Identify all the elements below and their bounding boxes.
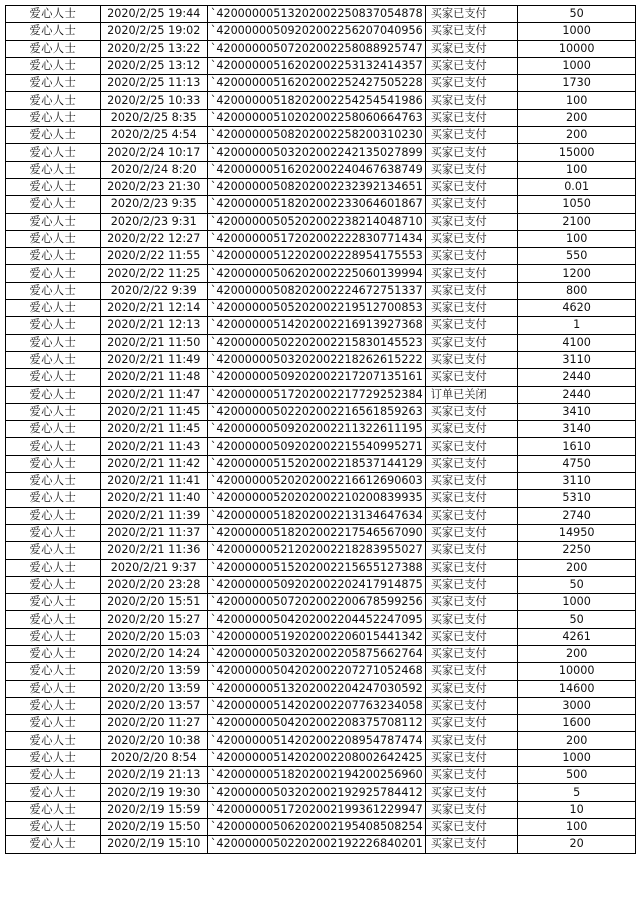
donor-name-cell: 爱心人士: [6, 507, 101, 524]
order-number-cell: `42000000518202002213134647634: [207, 507, 425, 524]
payment-status-cell: 买家已支付: [425, 628, 518, 645]
donor-name-cell: 爱心人士: [6, 524, 101, 541]
table-row: [6, 576, 636, 593]
order-number-cell: `42000000514202002216913927368: [207, 317, 425, 334]
payment-time-cell: 2020/2/24 8:20: [100, 161, 207, 178]
order-number-cell: `42000000519202002206015441342: [207, 628, 425, 645]
table-row: [6, 559, 636, 576]
amount-cell: 4261: [518, 628, 636, 645]
payment-time-cell: 2020/2/20 23:28: [100, 576, 207, 593]
payment-time-cell: 2020/2/20 15:27: [100, 611, 207, 628]
donor-name-cell: 爱心人士: [6, 490, 101, 507]
amount-cell: 50: [518, 6, 636, 23]
amount-cell: 500: [518, 767, 636, 784]
amount-cell: 2250: [518, 542, 636, 559]
payment-time-cell: 2020/2/22 11:55: [100, 248, 207, 265]
payment-time-cell: 2020/2/25 11:13: [100, 75, 207, 92]
amount-cell: 0.01: [518, 178, 636, 195]
table-row: [6, 265, 636, 282]
order-number-cell: `42000000518202002217546567090: [207, 524, 425, 541]
payment-time-cell: 2020/2/24 10:17: [100, 144, 207, 161]
order-number-cell: `42000000518202002194200256960: [207, 767, 425, 784]
donor-name-cell: 爱心人士: [6, 57, 101, 74]
payment-status-cell: 买家已支付: [425, 697, 518, 714]
table-row: [6, 697, 636, 714]
payment-time-cell: 2020/2/25 13:12: [100, 57, 207, 74]
payment-time-cell: 2020/2/25 10:33: [100, 92, 207, 109]
payment-time-cell: 2020/2/21 11:48: [100, 369, 207, 386]
payment-time-cell: 2020/2/23 9:35: [100, 196, 207, 213]
table-row: [6, 144, 636, 161]
payment-status-cell: 买家已支付: [425, 196, 518, 213]
amount-cell: 1050: [518, 196, 636, 213]
table-row: [6, 715, 636, 732]
payment-time-cell: 2020/2/23 21:30: [100, 178, 207, 195]
order-number-cell: `42000000504202002208375708112: [207, 715, 425, 732]
amount-cell: 14950: [518, 524, 636, 541]
table-row: [6, 196, 636, 213]
payment-status-cell: 买家已支付: [425, 248, 518, 265]
payment-status-cell: 买家已支付: [425, 715, 518, 732]
order-number-cell: `42000000512202002228954175553: [207, 248, 425, 265]
amount-cell: 1000: [518, 594, 636, 611]
donor-name-cell: 爱心人士: [6, 801, 101, 818]
order-number-cell: `42000000507202002258088925747: [207, 40, 425, 57]
amount-cell: 4100: [518, 334, 636, 351]
payment-status-cell: 买家已支付: [425, 403, 518, 420]
order-number-cell: `42000000505202002238214048710: [207, 213, 425, 230]
order-number-cell: `42000000509202002211322611195: [207, 421, 425, 438]
payment-status-cell: 买家已支付: [425, 732, 518, 749]
donor-name-cell: 爱心人士: [6, 680, 101, 697]
amount-cell: 100: [518, 230, 636, 247]
amount-cell: 4620: [518, 300, 636, 317]
payment-status-cell: 买家已支付: [425, 438, 518, 455]
payment-status-cell: 买家已支付: [425, 801, 518, 818]
donor-name-cell: 爱心人士: [6, 403, 101, 420]
donor-name-cell: 爱心人士: [6, 818, 101, 835]
amount-cell: 1610: [518, 438, 636, 455]
order-number-cell: `42000000516202002252427505228: [207, 75, 425, 92]
payment-time-cell: 2020/2/23 9:31: [100, 213, 207, 230]
table-row: [6, 421, 636, 438]
amount-cell: 1000: [518, 57, 636, 74]
table-row: [6, 282, 636, 299]
amount-cell: 3140: [518, 421, 636, 438]
amount-cell: 200: [518, 559, 636, 576]
payment-time-cell: 2020/2/20 8:54: [100, 749, 207, 766]
payment-status-cell: 买家已支付: [425, 559, 518, 576]
payment-time-cell: 2020/2/21 12:14: [100, 300, 207, 317]
order-number-cell: `42000000513202002204247030592: [207, 680, 425, 697]
table-row: [6, 178, 636, 195]
payment-status-cell: 买家已支付: [425, 40, 518, 57]
payment-status-cell: 买家已支付: [425, 109, 518, 126]
donor-name-cell: 爱心人士: [6, 6, 101, 23]
order-number-cell: `42000000506202002195408508254: [207, 818, 425, 835]
donor-name-cell: 爱心人士: [6, 265, 101, 282]
order-number-cell: `42000000514202002208002642425: [207, 749, 425, 766]
amount-cell: 3000: [518, 697, 636, 714]
order-number-cell: `42000000503202002192925784412: [207, 784, 425, 801]
donor-name-cell: 爱心人士: [6, 23, 101, 40]
table-row: [6, 300, 636, 317]
payment-time-cell: 2020/2/20 14:24: [100, 645, 207, 662]
payment-status-cell: 买家已支付: [425, 57, 518, 74]
donor-name-cell: 爱心人士: [6, 473, 101, 490]
donor-name-cell: 爱心人士: [6, 611, 101, 628]
order-number-cell: `42000000502202002215830145523: [207, 334, 425, 351]
donor-name-cell: 爱心人士: [6, 386, 101, 403]
order-number-cell: `42000000507202002200678599256: [207, 594, 425, 611]
donor-name-cell: 爱心人士: [6, 248, 101, 265]
donor-name-cell: 爱心人士: [6, 351, 101, 368]
order-number-cell: `42000000513202002250837054878: [207, 6, 425, 23]
table-row: [6, 628, 636, 645]
payment-status-cell: 买家已支付: [425, 6, 518, 23]
table-row: [6, 507, 636, 524]
donor-name-cell: 爱心人士: [6, 40, 101, 57]
order-number-cell: `42000000502202002216561859263: [207, 403, 425, 420]
donor-name-cell: 爱心人士: [6, 594, 101, 611]
payment-time-cell: 2020/2/20 15:51: [100, 594, 207, 611]
table-row: [6, 230, 636, 247]
order-number-cell: `42000000509202002215540995271: [207, 438, 425, 455]
donation-table: [5, 5, 636, 854]
amount-cell: 100: [518, 161, 636, 178]
payment-time-cell: 2020/2/21 11:43: [100, 438, 207, 455]
order-number-cell: `42000000504202002207271052468: [207, 663, 425, 680]
payment-status-cell: 买家已支付: [425, 490, 518, 507]
table-row: [6, 23, 636, 40]
amount-cell: 1000: [518, 749, 636, 766]
amount-cell: 10000: [518, 40, 636, 57]
payment-time-cell: 2020/2/21 11:39: [100, 507, 207, 524]
amount-cell: 2100: [518, 213, 636, 230]
order-number-cell: `42000000515202002218537144129: [207, 455, 425, 472]
payment-time-cell: 2020/2/20 13:59: [100, 663, 207, 680]
table-row: [6, 836, 636, 853]
payment-time-cell: 2020/2/19 15:59: [100, 801, 207, 818]
payment-status-cell: 买家已支付: [425, 127, 518, 144]
amount-cell: 20: [518, 836, 636, 853]
order-number-cell: `42000000516202002240467638749: [207, 161, 425, 178]
donor-name-cell: 爱心人士: [6, 144, 101, 161]
payment-time-cell: 2020/2/25 19:02: [100, 23, 207, 40]
payment-status-cell: 买家已支付: [425, 576, 518, 593]
payment-status-cell: 买家已支付: [425, 265, 518, 282]
amount-cell: 50: [518, 611, 636, 628]
table-row: [6, 438, 636, 455]
payment-time-cell: 2020/2/21 12:13: [100, 317, 207, 334]
table-row: [6, 351, 636, 368]
payment-status-cell: 买家已支付: [425, 611, 518, 628]
order-number-cell: `42000000508202002232392134651: [207, 178, 425, 195]
payment-time-cell: 2020/2/20 11:27: [100, 715, 207, 732]
donor-name-cell: 爱心人士: [6, 75, 101, 92]
amount-cell: 10000: [518, 663, 636, 680]
amount-cell: 100: [518, 92, 636, 109]
table-row: [6, 369, 636, 386]
table-row: [6, 334, 636, 351]
order-number-cell: `42000000503202002205875662764: [207, 645, 425, 662]
order-number-cell: `42000000514202002207763234058: [207, 697, 425, 714]
donation-table-body: [6, 6, 636, 854]
table-row: [6, 455, 636, 472]
donor-name-cell: 爱心人士: [6, 732, 101, 749]
payment-status-cell: 买家已支付: [425, 749, 518, 766]
payment-time-cell: 2020/2/25 13:22: [100, 40, 207, 57]
amount-cell: 3110: [518, 351, 636, 368]
amount-cell: 3110: [518, 473, 636, 490]
table-row: [6, 680, 636, 697]
amount-cell: 200: [518, 109, 636, 126]
table-row: [6, 317, 636, 334]
payment-status-cell: 买家已支付: [425, 663, 518, 680]
amount-cell: 2740: [518, 507, 636, 524]
amount-cell: 5: [518, 784, 636, 801]
payment-time-cell: 2020/2/20 13:57: [100, 697, 207, 714]
payment-status-cell: 买家已支付: [425, 23, 518, 40]
table-row: [6, 109, 636, 126]
donor-name-cell: 爱心人士: [6, 784, 101, 801]
order-number-cell: `42000000510202002258060664763: [207, 109, 425, 126]
payment-time-cell: 2020/2/19 15:10: [100, 836, 207, 853]
donor-name-cell: 爱心人士: [6, 628, 101, 645]
table-row: [6, 801, 636, 818]
payment-status-cell: 买家已支付: [425, 178, 518, 195]
payment-status-cell: 买家已支付: [425, 594, 518, 611]
order-number-cell: `42000000518202002233064601867: [207, 196, 425, 213]
payment-status-cell: 买家已支付: [425, 507, 518, 524]
donor-name-cell: 爱心人士: [6, 715, 101, 732]
payment-time-cell: 2020/2/25 19:44: [100, 6, 207, 23]
payment-status-cell: 买家已支付: [425, 767, 518, 784]
order-number-cell: `42000000520202002210200839935: [207, 490, 425, 507]
table-row: [6, 473, 636, 490]
donor-name-cell: 爱心人士: [6, 300, 101, 317]
payment-time-cell: 2020/2/21 11:45: [100, 403, 207, 420]
payment-time-cell: 2020/2/21 11:40: [100, 490, 207, 507]
table-row: [6, 213, 636, 230]
payment-time-cell: 2020/2/20 10:38: [100, 732, 207, 749]
amount-cell: 800: [518, 282, 636, 299]
table-row: [6, 767, 636, 784]
payment-time-cell: 2020/2/21 11:49: [100, 351, 207, 368]
payment-status-cell: 买家已支付: [425, 334, 518, 351]
payment-status-cell: 买家已支付: [425, 369, 518, 386]
payment-time-cell: 2020/2/25 4:54: [100, 127, 207, 144]
order-number-cell: `42000000516202002253132414357: [207, 57, 425, 74]
payment-time-cell: 2020/2/21 11:47: [100, 386, 207, 403]
amount-cell: 200: [518, 127, 636, 144]
table-row: [6, 403, 636, 420]
amount-cell: 5310: [518, 490, 636, 507]
order-number-cell: `42000000503202002218262615222: [207, 351, 425, 368]
amount-cell: 10: [518, 801, 636, 818]
donor-name-cell: 爱心人士: [6, 767, 101, 784]
payment-time-cell: 2020/2/20 15:03: [100, 628, 207, 645]
payment-status-cell: 买家已支付: [425, 213, 518, 230]
table-row: [6, 127, 636, 144]
payment-status-cell: 买家已支付: [425, 542, 518, 559]
table-row: [6, 784, 636, 801]
table-row: [6, 75, 636, 92]
payment-time-cell: 2020/2/21 11:50: [100, 334, 207, 351]
amount-cell: 50: [518, 576, 636, 593]
table-row: [6, 524, 636, 541]
donor-name-cell: 爱心人士: [6, 663, 101, 680]
payment-status-cell: 订单已关闭: [425, 386, 518, 403]
order-number-cell: `42000000506202002225060139994: [207, 265, 425, 282]
payment-time-cell: 2020/2/19 19:30: [100, 784, 207, 801]
donor-name-cell: 爱心人士: [6, 334, 101, 351]
donor-name-cell: 爱心人士: [6, 196, 101, 213]
table-row: [6, 818, 636, 835]
amount-cell: 550: [518, 248, 636, 265]
payment-status-cell: 买家已支付: [425, 836, 518, 853]
payment-time-cell: 2020/2/22 11:25: [100, 265, 207, 282]
table-row: [6, 490, 636, 507]
payment-time-cell: 2020/2/19 15:50: [100, 818, 207, 835]
table-row: [6, 40, 636, 57]
donor-name-cell: 爱心人士: [6, 109, 101, 126]
payment-status-cell: 买家已支付: [425, 421, 518, 438]
payment-status-cell: 买家已支付: [425, 455, 518, 472]
amount-cell: 1200: [518, 265, 636, 282]
donor-name-cell: 爱心人士: [6, 645, 101, 662]
order-number-cell: `42000000508202002258200310230: [207, 127, 425, 144]
payment-status-cell: 买家已支付: [425, 75, 518, 92]
payment-status-cell: 买家已支付: [425, 645, 518, 662]
amount-cell: 3410: [518, 403, 636, 420]
order-number-cell: `42000000521202002218283955027: [207, 542, 425, 559]
payment-time-cell: 2020/2/21 11:37: [100, 524, 207, 541]
payment-status-cell: 买家已支付: [425, 351, 518, 368]
donor-name-cell: 爱心人士: [6, 369, 101, 386]
donor-name-cell: 爱心人士: [6, 421, 101, 438]
payment-status-cell: 买家已支付: [425, 680, 518, 697]
donor-name-cell: 爱心人士: [6, 230, 101, 247]
table-row: [6, 386, 636, 403]
table-row: [6, 594, 636, 611]
donor-name-cell: 爱心人士: [6, 92, 101, 109]
order-number-cell: `42000000509202002217207135161: [207, 369, 425, 386]
table-row: [6, 749, 636, 766]
payment-status-cell: 买家已支付: [425, 524, 518, 541]
payment-time-cell: 2020/2/20 13:59: [100, 680, 207, 697]
donor-name-cell: 爱心人士: [6, 282, 101, 299]
payment-time-cell: 2020/2/25 8:35: [100, 109, 207, 126]
order-number-cell: `42000000504202002204452247095: [207, 611, 425, 628]
table-row: [6, 6, 636, 23]
amount-cell: 200: [518, 645, 636, 662]
amount-cell: 2440: [518, 386, 636, 403]
donor-name-cell: 爱心人士: [6, 161, 101, 178]
table-row: [6, 542, 636, 559]
amount-cell: 15000: [518, 144, 636, 161]
order-number-cell: `42000000520202002216612690603: [207, 473, 425, 490]
amount-cell: 2440: [518, 369, 636, 386]
amount-cell: 1600: [518, 715, 636, 732]
amount-cell: 1000: [518, 23, 636, 40]
payment-time-cell: 2020/2/22 9:39: [100, 282, 207, 299]
amount-cell: 1: [518, 317, 636, 334]
donor-name-cell: 爱心人士: [6, 213, 101, 230]
payment-status-cell: 买家已支付: [425, 161, 518, 178]
payment-time-cell: 2020/2/21 11:41: [100, 473, 207, 490]
payment-time-cell: 2020/2/21 9:37: [100, 559, 207, 576]
payment-status-cell: 买家已支付: [425, 282, 518, 299]
table-row: [6, 611, 636, 628]
payment-status-cell: 买家已支付: [425, 230, 518, 247]
order-number-cell: `42000000508202002224672751337: [207, 282, 425, 299]
order-number-cell: `42000000515202002215655127388: [207, 559, 425, 576]
donor-name-cell: 爱心人士: [6, 749, 101, 766]
donor-name-cell: 爱心人士: [6, 697, 101, 714]
amount-cell: 200: [518, 732, 636, 749]
order-number-cell: `42000000505202002219512700853: [207, 300, 425, 317]
donor-name-cell: 爱心人士: [6, 178, 101, 195]
order-number-cell: `42000000509202002202417914875: [207, 576, 425, 593]
table-row: [6, 57, 636, 74]
order-number-cell: `42000000503202002242135027899: [207, 144, 425, 161]
payment-status-cell: 买家已支付: [425, 300, 518, 317]
donor-name-cell: 爱心人士: [6, 576, 101, 593]
donor-name-cell: 爱心人士: [6, 127, 101, 144]
order-number-cell: `42000000517202002222830771434: [207, 230, 425, 247]
donor-name-cell: 爱心人士: [6, 438, 101, 455]
order-number-cell: `42000000509202002256207040956: [207, 23, 425, 40]
donor-name-cell: 爱心人士: [6, 317, 101, 334]
amount-cell: 1730: [518, 75, 636, 92]
table-row: [6, 248, 636, 265]
payment-status-cell: 买家已支付: [425, 784, 518, 801]
payment-time-cell: 2020/2/22 12:27: [100, 230, 207, 247]
payment-status-cell: 买家已支付: [425, 473, 518, 490]
donor-name-cell: 爱心人士: [6, 542, 101, 559]
payment-status-cell: 买家已支付: [425, 317, 518, 334]
amount-cell: 14600: [518, 680, 636, 697]
payment-time-cell: 2020/2/21 11:45: [100, 421, 207, 438]
order-number-cell: `42000000502202002192226840201: [207, 836, 425, 853]
payment-status-cell: 买家已支付: [425, 144, 518, 161]
payment-status-cell: 买家已支付: [425, 92, 518, 109]
order-number-cell: `42000000517202002217729252384: [207, 386, 425, 403]
donor-name-cell: 爱心人士: [6, 455, 101, 472]
donor-name-cell: 爱心人士: [6, 836, 101, 853]
order-number-cell: `42000000514202002208954787474: [207, 732, 425, 749]
table-row: [6, 663, 636, 680]
table-row: [6, 161, 636, 178]
order-number-cell: `42000000518202002254254541986: [207, 92, 425, 109]
donor-name-cell: 爱心人士: [6, 559, 101, 576]
table-row: [6, 732, 636, 749]
payment-status-cell: 买家已支付: [425, 818, 518, 835]
payment-time-cell: 2020/2/21 11:36: [100, 542, 207, 559]
payment-time-cell: 2020/2/19 21:13: [100, 767, 207, 784]
order-number-cell: `42000000517202002199361229947: [207, 801, 425, 818]
table-row: [6, 645, 636, 662]
table-row: [6, 92, 636, 109]
amount-cell: 4750: [518, 455, 636, 472]
amount-cell: 100: [518, 818, 636, 835]
payment-time-cell: 2020/2/21 11:42: [100, 455, 207, 472]
